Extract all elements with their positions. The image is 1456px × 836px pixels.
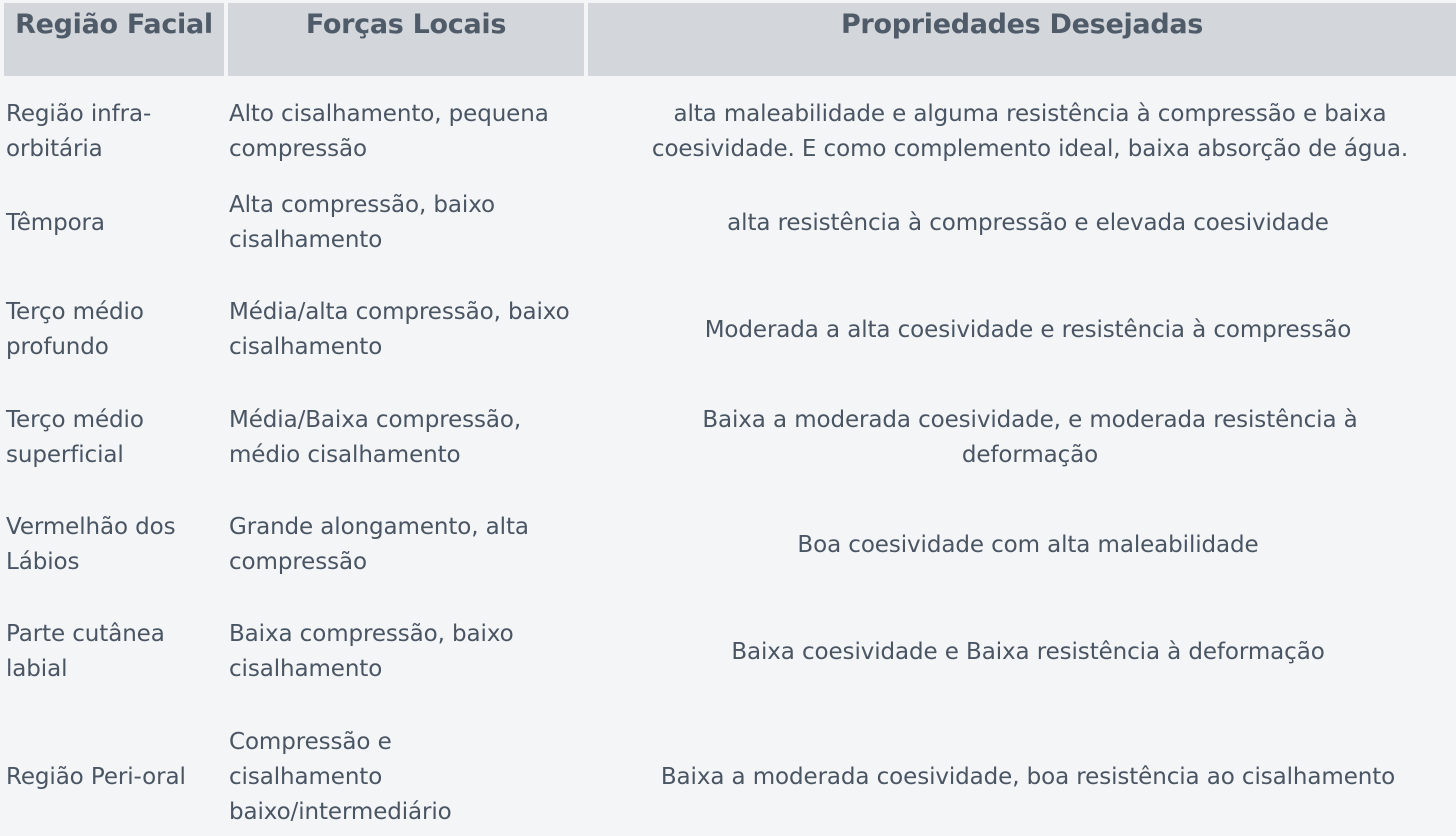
cell-properties: Baixa coesividade e Baixa resistência à deformação (731, 638, 1325, 665)
table-header-row (0, 0, 1456, 80)
cell-forces: Grande alongamento, alta compressão (229, 514, 529, 575)
cell-forces: Compressão e cisalhamento baixo/intermediário (229, 728, 452, 825)
cell-forces: Alto cisalhamento, pequena compressão (229, 101, 549, 162)
cell-properties: Baixa a moderada coesividade, boa resistência ao cisalhamento (660, 763, 1396, 790)
table-row (0, 188, 1456, 258)
cell-forces: Alta compressão, baixo cisalhamento (229, 192, 495, 253)
cell-region: Têmpora (6, 209, 105, 236)
cell-region: Terço médio profundo (6, 299, 144, 360)
cell-forces: Média/alta compressão, baixo cisalhamento (229, 299, 570, 360)
table-row (0, 724, 1456, 830)
cell-region: Região Peri-oral (6, 763, 186, 790)
table-row (0, 510, 1456, 580)
cell-properties: alta resistência à compressão e elevada coesividade (727, 209, 1329, 236)
cell-properties: Boa coesividade com alta maleabilidade (797, 531, 1259, 558)
table-row (0, 403, 1456, 473)
cell-properties: Baixa a moderada coesividade, e moderada resistência à deformação (702, 407, 1358, 468)
header-cell-region: Região Facial (4, 3, 224, 76)
header-cell-properties: Propriedades Desejadas (588, 3, 1456, 76)
table-row (0, 80, 1456, 184)
cell-region: Terço médio superficial (6, 407, 144, 468)
cell-region: Vermelhão dos Lábios (6, 514, 176, 575)
header-cell-forces: Forças Locais (228, 3, 584, 76)
cell-properties: Moderada a alta coesividade e resistência à compressão (704, 316, 1352, 343)
cell-region: Região infra-orbitária (6, 101, 152, 162)
table-row (0, 617, 1456, 687)
cell-properties: alta maleabilidade e alguma resistência à compressão e baixa coesividade. E como complemento ideal, baixa absorção de água. (651, 101, 1409, 162)
cell-region: Parte cutânea labial (6, 621, 165, 682)
table-row (0, 295, 1456, 365)
cell-forces: Média/Baixa compressão, médio cisalhamento (229, 407, 522, 468)
cell-forces: Baixa compressão, baixo cisalhamento (229, 621, 514, 682)
